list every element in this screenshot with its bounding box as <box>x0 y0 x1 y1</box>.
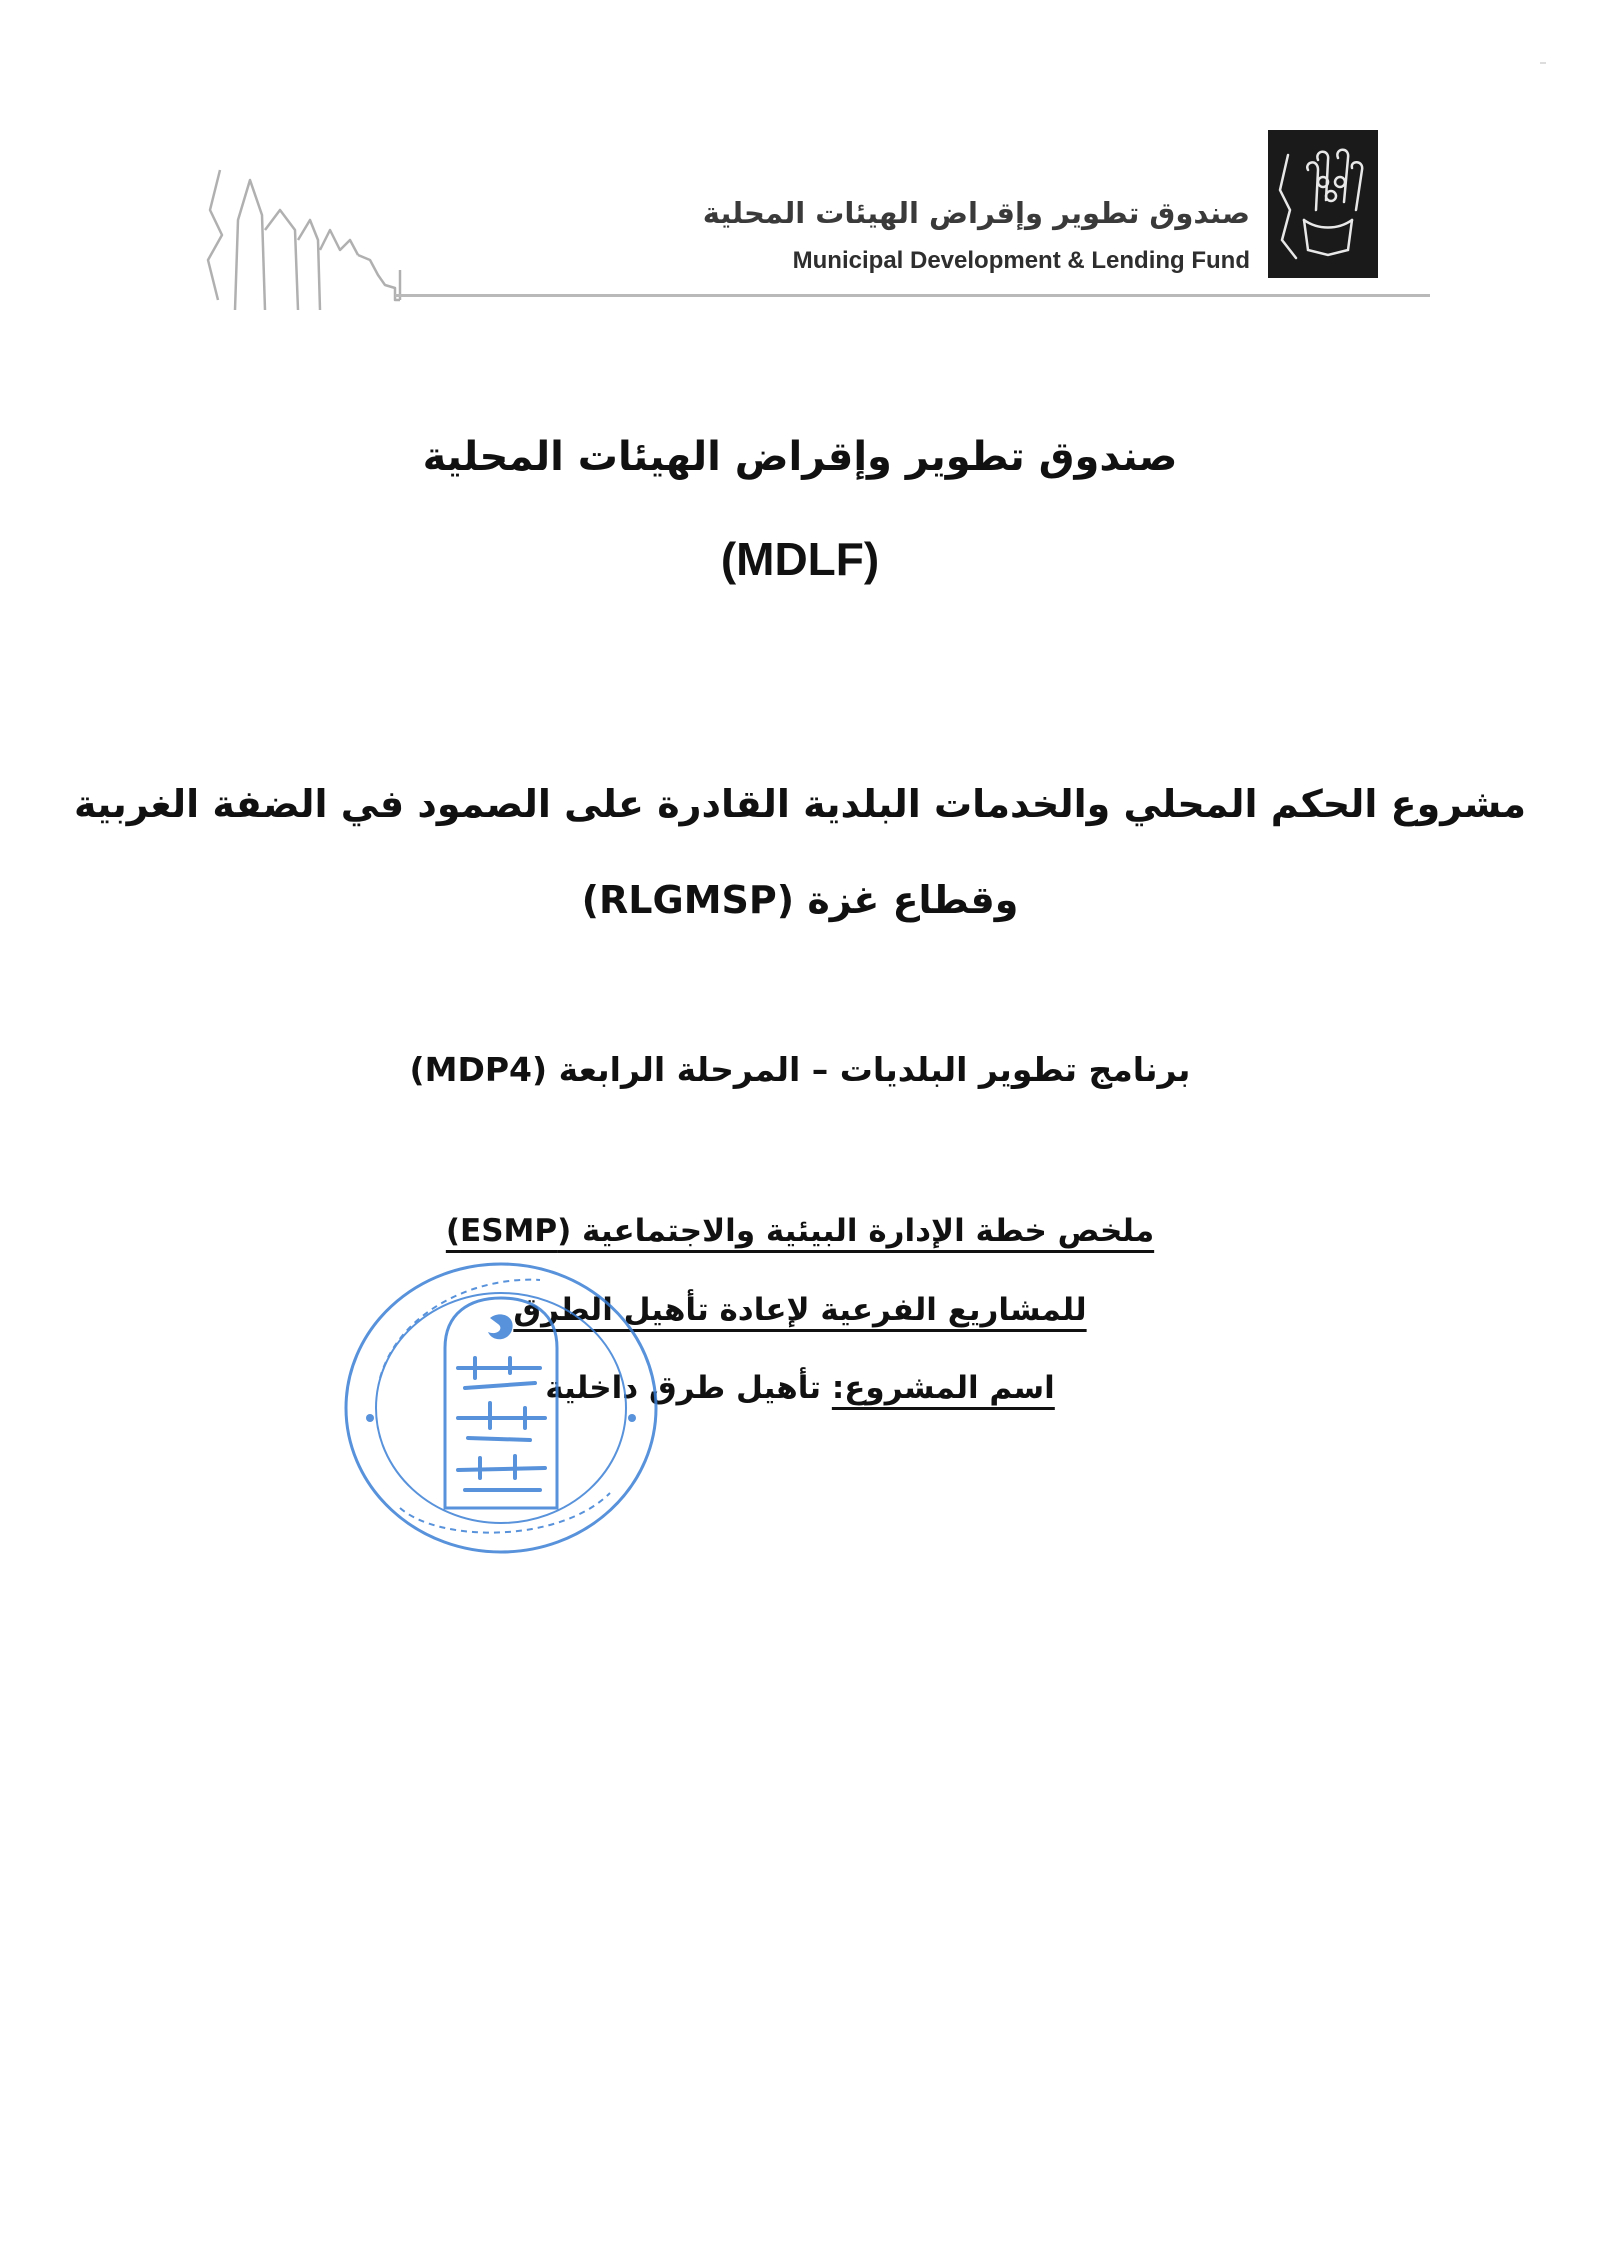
scan-mark <box>1540 62 1546 64</box>
mdlf-hands-logo-icon <box>1268 130 1378 278</box>
esmp-summary-title: ملخص خطة الإدارة البيئية والاجتماعية (ESMP) <box>445 1213 1155 1249</box>
project-name-label: اسم المشروع: <box>831 1370 1055 1406</box>
municipality-seal-icon <box>340 1258 662 1558</box>
project-name-line <box>0 1370 1600 1406</box>
letterhead-name-arabic: صندوق تطوير وإقراض الهيئات المحلية <box>702 196 1250 230</box>
project-title-line-1: مشروع الحكم المحلي والخدمات البلدية القادرة على الصمود في الضفة الغربية <box>73 782 1527 826</box>
subprojects-subtitle: للمشاريع الفرعية لإعادة تأهيل الطرق <box>513 1292 1087 1328</box>
letterhead-name-english: Municipal Development & Lending Fund <box>792 247 1250 274</box>
letterhead-rule <box>395 294 1430 297</box>
project-title-line-2: وقطاع غزة (RLGMSP) <box>581 878 1019 922</box>
fund-abbreviation: (MDLF) <box>720 533 880 585</box>
letterhead <box>0 0 1600 320</box>
fund-title: صندوق تطوير وإقراض الهيئات المحلية <box>422 434 1178 480</box>
program-title: برنامج تطوير البلديات – المرحلة الرابعة (MDP4) <box>409 1050 1191 1089</box>
project-name-value: تأهيل طرق داخلية <box>545 1370 822 1406</box>
